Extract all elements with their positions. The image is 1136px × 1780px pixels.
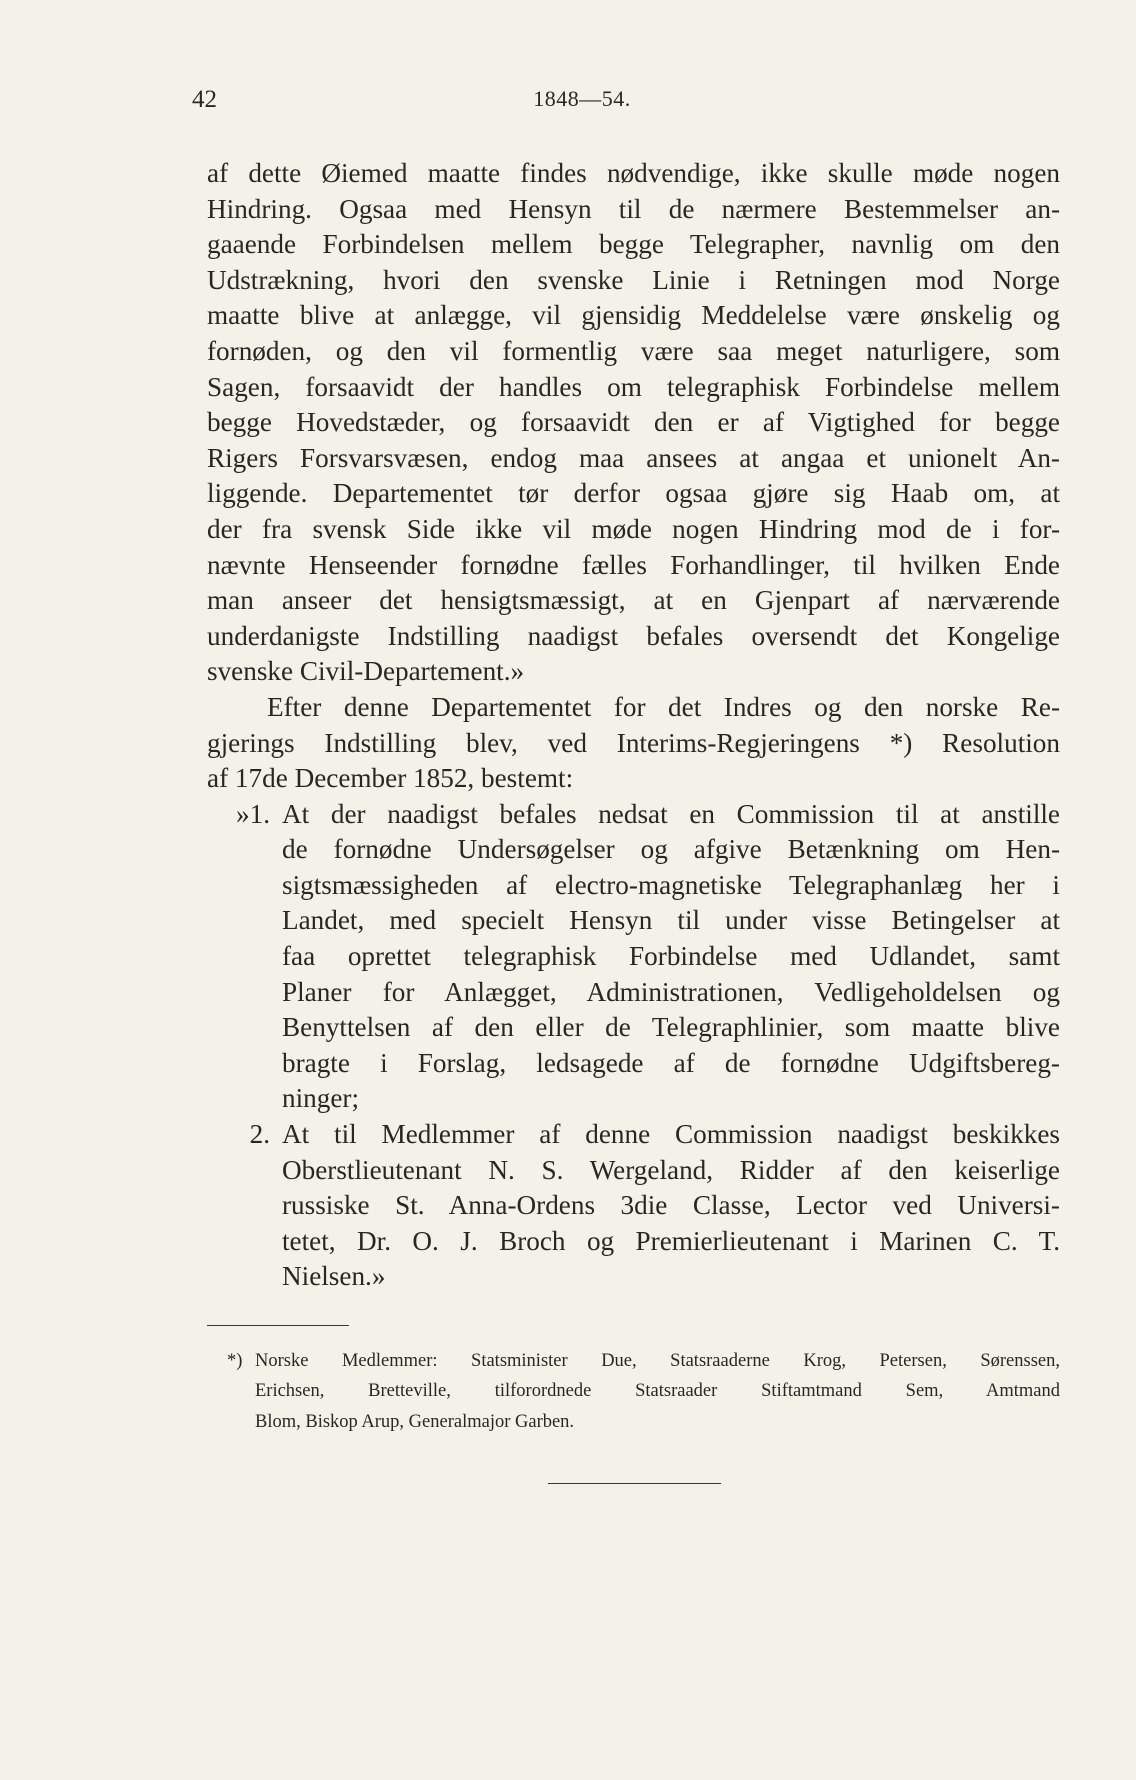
page-number: 42 bbox=[192, 86, 217, 113]
text-line: Udstrækning, hvori den svenske Linie i Retningen mod Norge bbox=[207, 264, 1060, 295]
footnote-line bbox=[207, 1346, 1060, 1376]
page-header bbox=[192, 82, 972, 122]
item-text bbox=[282, 1117, 1060, 1295]
text-line: de fornødne Undersøgelser og afgive Betænkning om Hen- bbox=[282, 834, 1060, 865]
text-line: faa oprettet telegraphisk Forbindelse med Udlandet, samt bbox=[282, 941, 1060, 972]
text-line: nævnte Henseender fornødne fælles Forhandlinger, til hvilken Ende bbox=[207, 549, 1060, 580]
running-head: 1848—54. bbox=[533, 86, 631, 111]
item-marker: »1. bbox=[236, 798, 270, 829]
text-line: af dette Øiemed maatte findes nødvendige, ikke skulle møde nogen bbox=[207, 158, 1060, 188]
text-line: svenske Civil-Departement.» bbox=[207, 656, 525, 687]
footnote-line: Blom, Biskop Arup, Generalmajor Garben. bbox=[255, 1411, 575, 1432]
text-line: maatte blive at anlægge, vil gjensidig Meddelelse være ønskelig og bbox=[207, 300, 1060, 331]
text-line: bragte i Forslag, ledsagede af de fornødne Udgiftsbereg- bbox=[282, 1047, 1060, 1078]
text-line: fornøden, og den vil formentlig være saa meget naturligere, som bbox=[207, 335, 1060, 366]
text-line: Hindring. Ogsaa med Hensyn til de nærmere Bestemmelser an- bbox=[207, 193, 1060, 224]
text-line: begge Hovedstæder, og forsaavidt den er af Vigtighed for begge bbox=[207, 407, 1060, 438]
text-line: Efter denne Departementet for det Indres og den norske Re- bbox=[267, 691, 1060, 722]
text-line: Oberstlieutenant N. S. Wergeland, Ridder af den keiserlige bbox=[282, 1154, 1060, 1185]
text-line: Sagen, forsaavidt der handles om telegraphisk Forbindelse mellem bbox=[207, 371, 1060, 402]
section-end-divider bbox=[548, 1483, 721, 1484]
footnote-marker: *) bbox=[227, 1351, 243, 1371]
item-text bbox=[282, 797, 1060, 1117]
text-line: der fra svensk Side ikke vil møde nogen Hindring mod de i for- bbox=[207, 513, 1060, 544]
paragraph-resolution bbox=[207, 690, 1060, 797]
text-line: sigtsmæssigheden af electro-magnetiske Telegraphanlæg her i bbox=[282, 869, 1060, 900]
item-marker: 2. bbox=[249, 1119, 270, 1150]
footnote-line: Erichsen, Bretteville, tilforordnede Statsraader Stiftamtmand Sem, Amtmand bbox=[255, 1381, 1060, 1402]
resolution-item-2 bbox=[207, 1117, 1060, 1295]
body-text bbox=[207, 156, 1060, 1295]
text-line: russiske St. Anna-Ordens 3die Classe, Lector ved Universi- bbox=[282, 1190, 1060, 1221]
text-line: liggende. Departementet tør derfor ogsaa gjøre sig Haab om, at bbox=[207, 478, 1060, 509]
text-line: Landet, med specielt Hensyn til under visse Betingelser at bbox=[282, 905, 1060, 936]
text-line: underdanigste Indstilling naadigst befales oversendt det Kongelige bbox=[207, 620, 1060, 651]
text-line: man anseer det hensigtsmæssigt, at en Gjenpart af nærværende bbox=[207, 585, 1060, 616]
text-line: gaaende Forbindelsen mellem begge Telegrapher, navnlig om den bbox=[207, 229, 1060, 260]
text-line: Planer for Anlægget, Administrationen, Vedligeholdelsen og bbox=[282, 976, 1060, 1007]
text-line: Nielsen.» bbox=[282, 1261, 386, 1292]
text-line: af 17de December 1852, bestemt: bbox=[207, 763, 574, 794]
paragraph-letter-end bbox=[207, 156, 1060, 690]
footnote-text: Norske Medlemmer: Statsminister Due, Statsraaderne Krog, Petersen, Sørenssen, bbox=[255, 1351, 1060, 1371]
text-line: At til Medlemmer af denne Commission naadigst beskikkes bbox=[282, 1119, 1060, 1150]
footnote bbox=[207, 1346, 1060, 1437]
text-line: At der naadigst befales nedsat en Commission til at anstille bbox=[282, 798, 1060, 829]
text-line: Rigers Forsvarsvæsen, endog maa ansees at angaa et unionelt An- bbox=[207, 442, 1060, 473]
text-line: Benyttelsen af den eller de Telegraphlinier, som maatte blive bbox=[282, 1012, 1060, 1043]
resolution-item-1 bbox=[207, 797, 1060, 1117]
text-line: ninger; bbox=[282, 1083, 360, 1114]
text-line: tetet, Dr. O. J. Broch og Premierlieutenant i Marinen C. T. bbox=[282, 1225, 1060, 1256]
text-line: gjerings Indstilling blev, ved Interims-Regjeringens *) Resolution bbox=[207, 727, 1060, 758]
footnote-divider bbox=[207, 1325, 349, 1326]
